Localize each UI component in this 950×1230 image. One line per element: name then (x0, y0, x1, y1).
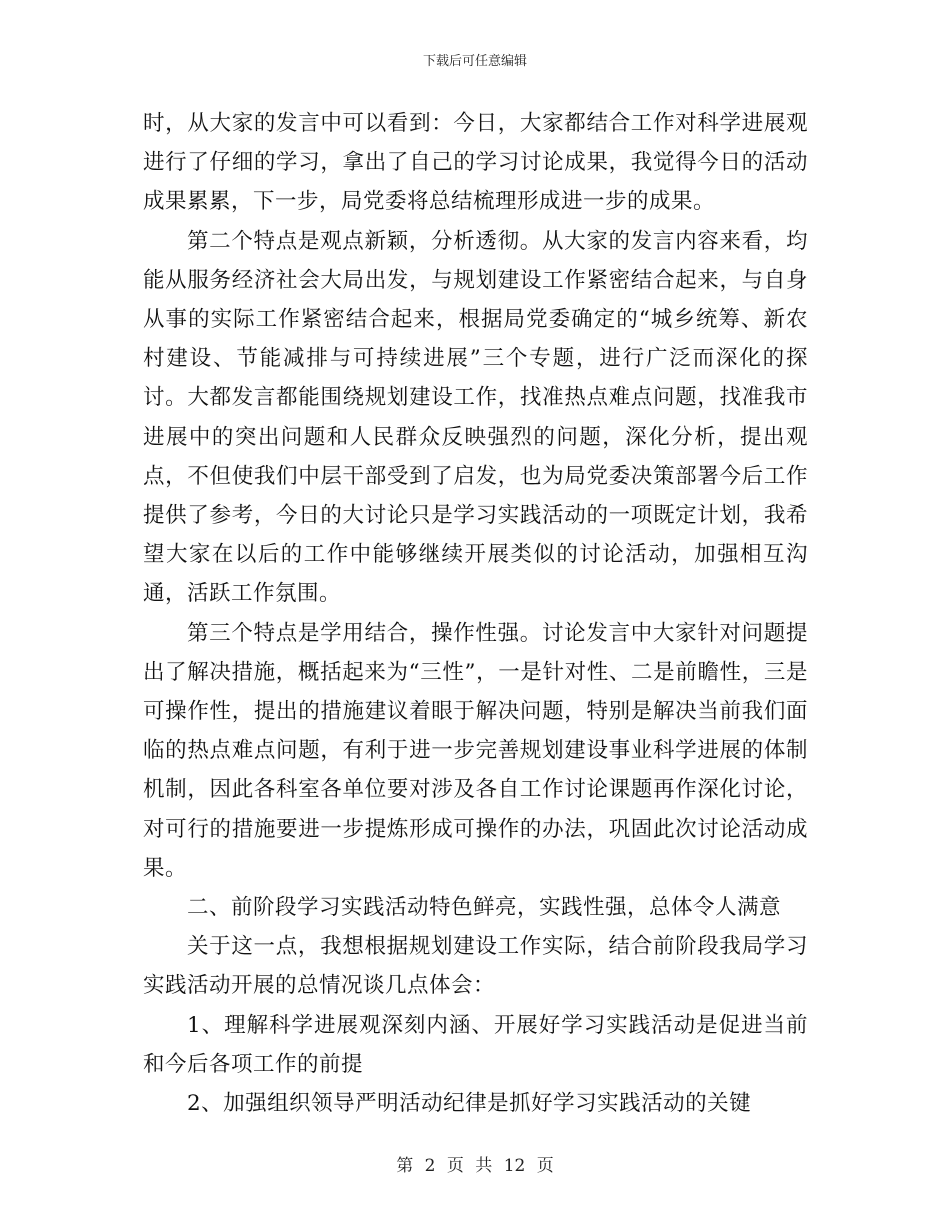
paragraph-1: 时，从大家的发言中可以看到：今日，大家都结合工作对科学进展观进行了仔细的学习，拿出了自己的学习讨论成果，我觉得今日的活动成果累累，下一步，局党委将总结梳理形成进一步的成果。 (143, 111, 808, 215)
paragraph-2: 第二个特点是观点新颖，分析透彻。从大家的发言内容来看，均能从服务经济社会大局出发，与规划建设工作紧密结合起来，与自身从事的实际工作紧密结合起来，根据局党委确定的“城乡统筹、新农村建设、节能减排与可持续进展”三个专题，进行广泛而深化的探讨。大都发言都能围绕规划建设工作，找准热点难点问题，找准我市进展中的突出问题和人民群众反映强烈的问题，深化分析，提出观点，不但使我们中层干部受到了启发，也为局党委决策部署今后工作提供了参考，今日的大讨论只是学习实践活动的一项既定计划，我希望大家在以后的工作中能够继续开展类似的讨论活动，加强相互沟通，活跃工作氛围。 (143, 228, 808, 607)
section-heading-2: 二、前阶段学习实践活动特色鲜亮，实践性强，总体令人满意 (187, 895, 782, 921)
page-footer: 第 2 页 共 12 页 (396, 1156, 554, 1176)
list-item-1: 1、理解科学进展观深刻内涵、开展好学习实践活动是促进当前和今后各项工作的前提 (143, 1012, 808, 1077)
page-header: 下载后可任意编辑 (422, 54, 527, 69)
paragraph-4: 关于这一点，我想根据规划建设工作实际，结合前阶段我局学习实践活动开展的总情况谈几点体会： (143, 934, 808, 999)
list-item-2: 2、加强组织领导严明活动纪律是抓好学习实践活动的关键 (187, 1091, 752, 1117)
paragraph-3: 第三个特点是学用结合，操作性强。讨论发言中大家针对问题提出了解决措施，概括起来为“三性”，一是针对性、二是前瞻性，三是可操作性，提出的措施建议着眼于解决问题，特别是解决当前我们面临的热点难点问题，有利于进一步完善规划建设事业科学进展的体制机制，因此各科室各单位要对涉及各自工作讨论课题再作深化讨论，对可行的措施要进一步提炼形成可操作的办法，巩固此次讨论活动成果。 (143, 620, 808, 881)
document-body (143, 104, 808, 1123)
